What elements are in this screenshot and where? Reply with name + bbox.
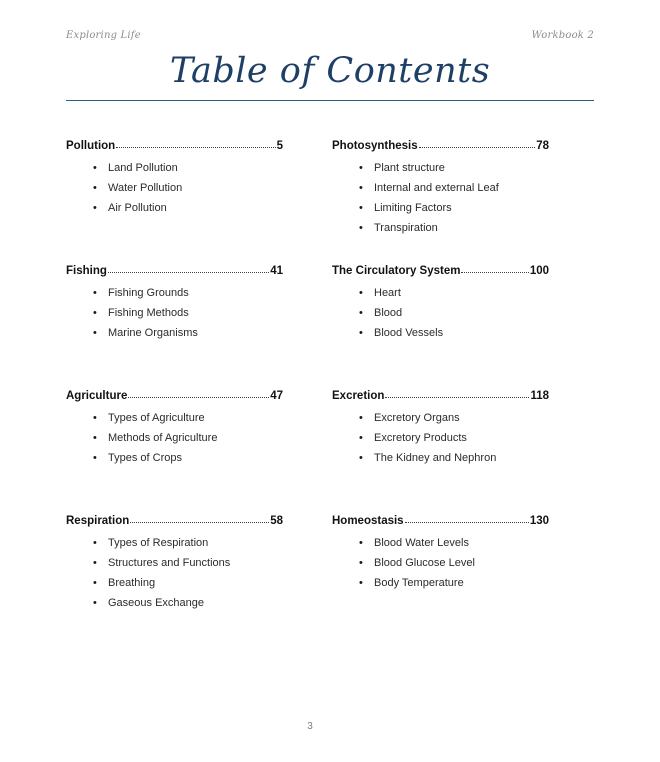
toc-subitem-label: Types of Respiration bbox=[108, 537, 209, 549]
toc-subitem[interactable] bbox=[66, 533, 283, 553]
toc-entry-page-number: 130 bbox=[529, 515, 549, 527]
toc-entry-page-number: 5 bbox=[276, 140, 283, 152]
bullet-icon: • bbox=[93, 412, 97, 424]
toc-subitem-label: Breathing bbox=[108, 577, 156, 589]
toc-dot-leader bbox=[461, 263, 528, 274]
bullet-icon: • bbox=[93, 307, 97, 319]
toc-entry-page-number: 47 bbox=[270, 390, 283, 402]
toc-dot-leader bbox=[385, 388, 529, 399]
bullet-icon: • bbox=[359, 557, 363, 569]
bullet-icon: • bbox=[359, 327, 363, 339]
toc-subitem[interactable] bbox=[66, 408, 283, 428]
toc-subitem-label: Water Pollution bbox=[108, 182, 183, 194]
toc-subitem-list bbox=[66, 158, 283, 218]
bullet-icon: • bbox=[359, 412, 363, 424]
toc-subitem[interactable] bbox=[332, 573, 549, 593]
toc-subitem-list bbox=[332, 533, 549, 593]
bullet-icon: • bbox=[93, 182, 97, 194]
toc-subitem-label: Plant structure bbox=[374, 162, 445, 174]
bullet-icon: • bbox=[93, 452, 97, 464]
toc-subitem-label: Blood Water Levels bbox=[374, 537, 469, 549]
toc-entry bbox=[332, 388, 549, 513]
toc-entry-heading[interactable] bbox=[332, 138, 549, 154]
toc-subitem[interactable] bbox=[66, 198, 283, 218]
toc-entry-page-number: 100 bbox=[529, 265, 549, 277]
toc-subitem-label: Marine Organisms bbox=[108, 327, 198, 339]
toc-subitem[interactable] bbox=[332, 303, 549, 323]
toc-subitem-label: Methods of Agriculture bbox=[108, 432, 218, 444]
toc-subitem[interactable] bbox=[332, 448, 549, 468]
bullet-icon: • bbox=[93, 597, 97, 609]
toc-entry-page-number: 78 bbox=[536, 140, 549, 152]
bullet-icon: • bbox=[93, 432, 97, 444]
toc-subitem[interactable] bbox=[66, 303, 283, 323]
toc-subitem-label: The Kidney and Nephron bbox=[374, 452, 497, 464]
bullet-icon: • bbox=[359, 202, 363, 214]
toc-subitem[interactable] bbox=[66, 178, 283, 198]
bullet-icon: • bbox=[359, 452, 363, 464]
toc-subitem-list bbox=[332, 408, 549, 468]
toc-subitem[interactable] bbox=[66, 593, 283, 613]
toc-subitem[interactable] bbox=[66, 428, 283, 448]
toc-entry bbox=[332, 263, 549, 388]
bullet-icon: • bbox=[93, 202, 97, 214]
toc-entry-title: Pollution bbox=[66, 140, 116, 152]
toc-dot-leader bbox=[116, 138, 275, 149]
toc-subitem[interactable] bbox=[332, 283, 549, 303]
toc-subitem[interactable] bbox=[332, 198, 549, 218]
toc-subitem[interactable] bbox=[66, 283, 283, 303]
toc-entry-title: Photosynthesis bbox=[332, 140, 418, 152]
toc-entry-page-number: 118 bbox=[530, 390, 549, 402]
title-divider bbox=[66, 100, 594, 101]
toc-entry-title: Excretion bbox=[332, 390, 385, 402]
toc-subitem[interactable] bbox=[332, 323, 549, 343]
toc-entry-heading[interactable] bbox=[66, 138, 283, 154]
toc-dot-leader bbox=[405, 513, 529, 524]
toc-column-left bbox=[66, 138, 283, 613]
toc-subitem[interactable] bbox=[66, 323, 283, 343]
toc-entry-page-number: 58 bbox=[270, 515, 283, 527]
toc-entry bbox=[332, 513, 549, 593]
bullet-icon: • bbox=[359, 432, 363, 444]
running-header bbox=[66, 30, 594, 46]
header-right-text: Workbook 2 bbox=[531, 30, 594, 41]
bullet-icon: • bbox=[359, 287, 363, 299]
toc-entry bbox=[66, 513, 283, 613]
toc-entry bbox=[332, 138, 549, 263]
toc-subitem[interactable] bbox=[332, 158, 549, 178]
toc-entry-heading[interactable] bbox=[66, 388, 283, 404]
toc-subitem-label: Gaseous Exchange bbox=[108, 597, 205, 609]
footer-page-number: 3 bbox=[307, 721, 313, 732]
toc-entry bbox=[66, 263, 283, 388]
toc-subitem-label: Excretory Products bbox=[374, 432, 467, 444]
bullet-icon: • bbox=[93, 162, 97, 174]
bullet-icon: • bbox=[93, 577, 97, 589]
toc-entry-title: The Circulatory System bbox=[332, 265, 461, 277]
toc-subitem[interactable] bbox=[66, 448, 283, 468]
toc-subitem-label: Transpiration bbox=[374, 222, 438, 234]
toc-subitem-label: Blood bbox=[374, 307, 403, 319]
toc-dot-leader bbox=[128, 388, 269, 399]
toc-subitem[interactable] bbox=[66, 158, 283, 178]
toc-entry-page-number: 41 bbox=[270, 265, 283, 277]
toc-entry-heading[interactable] bbox=[66, 513, 283, 529]
toc-subitem-label: Internal and external Leaf bbox=[374, 182, 499, 194]
toc-subitem[interactable] bbox=[332, 408, 549, 428]
toc-subitem-list bbox=[66, 283, 283, 343]
toc-subitem[interactable] bbox=[66, 573, 283, 593]
toc-dot-leader bbox=[108, 263, 269, 274]
toc-entry bbox=[66, 388, 283, 513]
bullet-icon: • bbox=[93, 537, 97, 549]
toc-entry-heading[interactable] bbox=[66, 263, 283, 279]
toc-subitem[interactable] bbox=[332, 178, 549, 198]
toc-subitem-label: Fishing Methods bbox=[108, 307, 189, 319]
toc-subitem-label: Land Pollution bbox=[108, 162, 178, 174]
toc-subitem-label: Fishing Grounds bbox=[108, 287, 189, 299]
toc-column-right bbox=[332, 138, 549, 613]
bullet-icon: • bbox=[359, 182, 363, 194]
page-title: Table of Contents bbox=[169, 51, 491, 91]
toc-entry-title: Fishing bbox=[66, 265, 107, 277]
header-left-text: Exploring Life bbox=[66, 30, 141, 41]
bullet-icon: • bbox=[359, 537, 363, 549]
toc-entry-heading[interactable] bbox=[332, 263, 549, 279]
toc-entry-heading[interactable] bbox=[332, 388, 549, 404]
toc-subitem-label: Limiting Factors bbox=[374, 202, 452, 214]
toc-dot-leader bbox=[419, 138, 536, 149]
toc-subitem-list bbox=[66, 408, 283, 468]
table-of-contents bbox=[66, 138, 594, 613]
toc-subitem[interactable] bbox=[332, 553, 549, 573]
bullet-icon: • bbox=[93, 327, 97, 339]
toc-subitem[interactable] bbox=[332, 218, 549, 238]
bullet-icon: • bbox=[93, 557, 97, 569]
toc-subitem-label: Types of Crops bbox=[108, 452, 182, 464]
toc-entry-heading[interactable] bbox=[332, 513, 549, 529]
toc-subitem-label: Structures and Functions bbox=[108, 557, 231, 569]
bullet-icon: • bbox=[359, 307, 363, 319]
toc-subitem-list bbox=[332, 158, 549, 238]
toc-subitem-label: Heart bbox=[374, 287, 401, 299]
toc-subitem[interactable] bbox=[66, 553, 283, 573]
bullet-icon: • bbox=[93, 287, 97, 299]
toc-subitem-list bbox=[66, 533, 283, 613]
bullet-icon: • bbox=[359, 222, 363, 234]
toc-dot-leader bbox=[130, 513, 269, 524]
toc-entry-title: Agriculture bbox=[66, 390, 128, 402]
toc-subitem-label: Air Pollution bbox=[108, 202, 167, 214]
toc-subitem-label: Blood Glucose Level bbox=[374, 557, 475, 569]
toc-subitem-label: Types of Agriculture bbox=[108, 412, 205, 424]
toc-entry-title: Respiration bbox=[66, 515, 130, 527]
toc-subitem-label: Blood Vessels bbox=[374, 327, 444, 339]
toc-entry bbox=[66, 138, 283, 263]
toc-subitem[interactable] bbox=[332, 428, 549, 448]
bullet-icon: • bbox=[359, 577, 363, 589]
toc-entry-title: Homeostasis bbox=[332, 515, 404, 527]
toc-subitem-label: Excretory Organs bbox=[374, 412, 460, 424]
bullet-icon: • bbox=[359, 162, 363, 174]
toc-subitem-list bbox=[332, 283, 549, 343]
toc-subitem[interactable] bbox=[332, 533, 549, 553]
toc-subitem-label: Body Temperature bbox=[374, 577, 464, 589]
